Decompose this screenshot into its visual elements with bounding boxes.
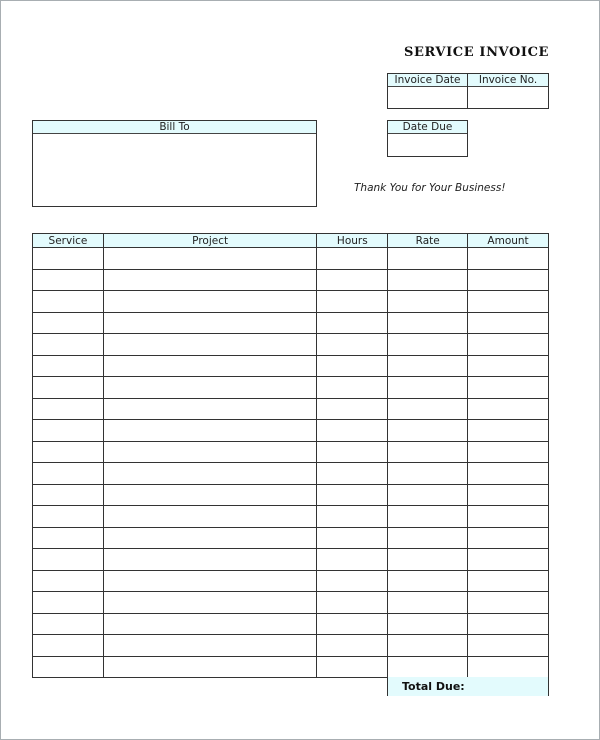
project-cell[interactable] bbox=[103, 377, 316, 399]
table-row bbox=[33, 269, 549, 291]
amount-cell[interactable] bbox=[468, 269, 549, 291]
hours-cell[interactable] bbox=[317, 506, 388, 528]
hours-cell[interactable] bbox=[317, 291, 388, 313]
column-header-service: Service bbox=[33, 234, 104, 248]
project-cell[interactable] bbox=[103, 463, 316, 485]
hours-cell[interactable] bbox=[317, 312, 388, 334]
amount-cell[interactable] bbox=[468, 463, 549, 485]
rate-cell[interactable] bbox=[388, 441, 468, 463]
service-cell[interactable] bbox=[33, 613, 104, 635]
rate-cell[interactable] bbox=[388, 398, 468, 420]
amount-cell[interactable] bbox=[468, 527, 549, 549]
rate-cell[interactable] bbox=[388, 484, 468, 506]
project-cell[interactable] bbox=[103, 355, 316, 377]
hours-cell[interactable] bbox=[317, 592, 388, 614]
rate-cell[interactable] bbox=[388, 549, 468, 571]
rate-cell[interactable] bbox=[388, 248, 468, 270]
amount-cell[interactable] bbox=[468, 248, 549, 270]
project-cell[interactable] bbox=[103, 334, 316, 356]
amount-cell[interactable] bbox=[468, 656, 549, 678]
service-cell[interactable] bbox=[33, 592, 104, 614]
hours-cell[interactable] bbox=[317, 549, 388, 571]
table-row bbox=[33, 377, 549, 399]
rate-cell[interactable] bbox=[388, 291, 468, 313]
service-cell[interactable] bbox=[33, 549, 104, 571]
table-row bbox=[33, 549, 549, 571]
bill-to-field[interactable] bbox=[33, 134, 316, 206]
hours-cell[interactable] bbox=[317, 377, 388, 399]
hours-cell[interactable] bbox=[317, 463, 388, 485]
project-cell[interactable] bbox=[103, 592, 316, 614]
rate-cell[interactable] bbox=[388, 527, 468, 549]
amount-cell[interactable] bbox=[468, 635, 549, 657]
project-cell[interactable] bbox=[103, 570, 316, 592]
project-cell[interactable] bbox=[103, 291, 316, 313]
table-row bbox=[33, 656, 549, 678]
service-cell[interactable] bbox=[33, 269, 104, 291]
hours-cell[interactable] bbox=[317, 656, 388, 678]
rate-cell[interactable] bbox=[388, 420, 468, 442]
service-cell[interactable] bbox=[33, 312, 104, 334]
invoice-no-label: Invoice No. bbox=[468, 74, 548, 87]
table-row bbox=[33, 248, 549, 270]
rate-cell[interactable] bbox=[388, 355, 468, 377]
invoice-no-field[interactable] bbox=[468, 87, 548, 108]
amount-cell[interactable] bbox=[468, 613, 549, 635]
service-cell[interactable] bbox=[33, 570, 104, 592]
project-cell[interactable] bbox=[103, 656, 316, 678]
amount-cell[interactable] bbox=[468, 312, 549, 334]
amount-cell[interactable] bbox=[468, 334, 549, 356]
bill-to-label: Bill To bbox=[33, 121, 316, 134]
rate-cell[interactable] bbox=[388, 334, 468, 356]
hours-cell[interactable] bbox=[317, 613, 388, 635]
table-row bbox=[33, 484, 549, 506]
table-row bbox=[33, 441, 549, 463]
column-header-amount: Amount bbox=[468, 234, 549, 248]
service-cell[interactable] bbox=[33, 334, 104, 356]
table-row bbox=[33, 463, 549, 485]
hours-cell[interactable] bbox=[317, 441, 388, 463]
table-row bbox=[33, 527, 549, 549]
project-cell[interactable] bbox=[103, 613, 316, 635]
service-cell[interactable] bbox=[33, 484, 104, 506]
bill-to-box bbox=[32, 120, 317, 207]
date-due-field[interactable] bbox=[388, 134, 467, 156]
amount-cell[interactable] bbox=[468, 506, 549, 528]
total-due-label: Total Due: bbox=[402, 680, 465, 693]
rate-cell[interactable] bbox=[388, 377, 468, 399]
project-cell[interactable] bbox=[103, 269, 316, 291]
rate-cell[interactable] bbox=[388, 592, 468, 614]
table-row bbox=[33, 420, 549, 442]
hours-cell[interactable] bbox=[317, 484, 388, 506]
project-cell[interactable] bbox=[103, 484, 316, 506]
project-cell[interactable] bbox=[103, 635, 316, 657]
project-cell[interactable] bbox=[103, 549, 316, 571]
amount-cell[interactable] bbox=[468, 484, 549, 506]
rate-cell[interactable] bbox=[388, 506, 468, 528]
rate-cell[interactable] bbox=[388, 613, 468, 635]
amount-cell[interactable] bbox=[468, 441, 549, 463]
invoice-date-label: Invoice Date bbox=[388, 74, 467, 87]
service-cell[interactable] bbox=[33, 656, 104, 678]
table-row bbox=[33, 312, 549, 334]
total-due-box bbox=[387, 677, 549, 696]
service-cell[interactable] bbox=[33, 355, 104, 377]
amount-cell[interactable] bbox=[468, 549, 549, 571]
amount-cell[interactable] bbox=[468, 291, 549, 313]
table-row bbox=[33, 355, 549, 377]
table-row bbox=[33, 613, 549, 635]
rate-cell[interactable] bbox=[388, 656, 468, 678]
table-row bbox=[33, 291, 549, 313]
amount-cell[interactable] bbox=[468, 355, 549, 377]
project-cell[interactable] bbox=[103, 441, 316, 463]
amount-cell[interactable] bbox=[468, 377, 549, 399]
thank-you-message: Thank You for Your Business! bbox=[354, 182, 506, 194]
hours-cell[interactable] bbox=[317, 420, 388, 442]
hours-cell[interactable] bbox=[317, 527, 388, 549]
invoice-date-field[interactable] bbox=[388, 87, 467, 108]
date-due-box bbox=[387, 120, 468, 157]
column-header-rate: Rate bbox=[388, 234, 468, 248]
table-row bbox=[33, 334, 549, 356]
service-cell[interactable] bbox=[33, 506, 104, 528]
rate-cell[interactable] bbox=[388, 635, 468, 657]
rate-cell[interactable] bbox=[388, 570, 468, 592]
service-cell[interactable] bbox=[33, 420, 104, 442]
table-row bbox=[33, 570, 549, 592]
amount-cell[interactable] bbox=[468, 570, 549, 592]
service-cell[interactable] bbox=[33, 463, 104, 485]
hours-cell[interactable] bbox=[317, 334, 388, 356]
project-cell[interactable] bbox=[103, 506, 316, 528]
hours-cell[interactable] bbox=[317, 570, 388, 592]
hours-cell[interactable] bbox=[317, 355, 388, 377]
service-cell[interactable] bbox=[33, 635, 104, 657]
amount-cell[interactable] bbox=[468, 420, 549, 442]
table-header-row bbox=[33, 234, 549, 248]
column-header-hours: Hours bbox=[317, 234, 388, 248]
project-cell[interactable] bbox=[103, 527, 316, 549]
amount-cell[interactable] bbox=[468, 592, 549, 614]
line-items-table bbox=[32, 233, 549, 678]
rate-cell[interactable] bbox=[388, 463, 468, 485]
table-row bbox=[33, 398, 549, 420]
service-cell[interactable] bbox=[33, 441, 104, 463]
invoice-date-number-box bbox=[387, 73, 549, 109]
project-cell[interactable] bbox=[103, 420, 316, 442]
project-cell[interactable] bbox=[103, 398, 316, 420]
invoice-title: SERVICE INVOICE bbox=[404, 45, 550, 60]
service-cell[interactable] bbox=[33, 291, 104, 313]
amount-cell[interactable] bbox=[468, 398, 549, 420]
service-cell[interactable] bbox=[33, 398, 104, 420]
hours-cell[interactable] bbox=[317, 635, 388, 657]
rate-cell[interactable] bbox=[388, 312, 468, 334]
table-row bbox=[33, 635, 549, 657]
hours-cell[interactable] bbox=[317, 269, 388, 291]
service-cell[interactable] bbox=[33, 248, 104, 270]
project-cell[interactable] bbox=[103, 312, 316, 334]
date-due-label: Date Due bbox=[388, 121, 467, 134]
table-row bbox=[33, 506, 549, 528]
service-cell[interactable] bbox=[33, 377, 104, 399]
column-header-project: Project bbox=[103, 234, 316, 248]
rate-cell[interactable] bbox=[388, 269, 468, 291]
service-cell[interactable] bbox=[33, 527, 104, 549]
hours-cell[interactable] bbox=[317, 398, 388, 420]
hours-cell[interactable] bbox=[317, 248, 388, 270]
project-cell[interactable] bbox=[103, 248, 316, 270]
table-row bbox=[33, 592, 549, 614]
